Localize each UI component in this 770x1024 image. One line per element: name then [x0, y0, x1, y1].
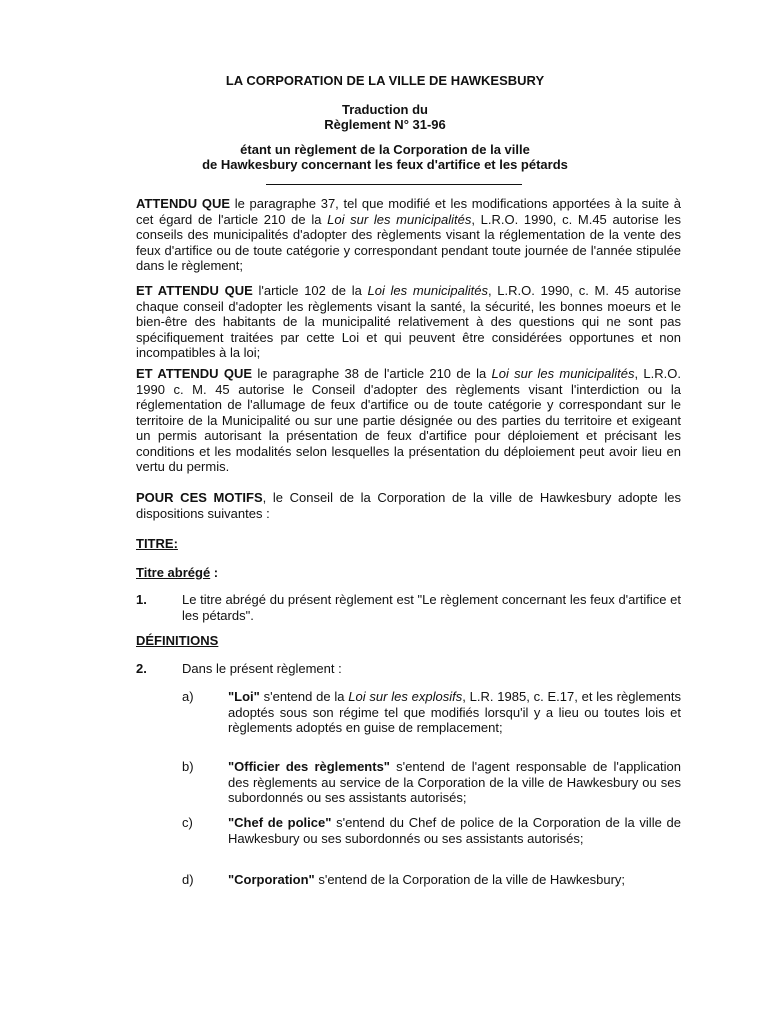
titre-heading: TITRE:: [136, 536, 178, 551]
therefore-lead: POUR CES MOTIFS: [136, 490, 263, 505]
title-divider: [266, 184, 522, 185]
definition-label: b): [182, 759, 194, 774]
whereas-paragraph-3: ET ATTENDU QUE le paragraphe 38 de l'article 210 de la Loi sur les municipalités, L.R.O. 1990 c. M. 45 autorise le Conseil d'adopter des règlements visant l'interdiction ou la réglementation de l'allumage de feux d'artifice ou de toute catégorie y correspondant sur le territoire de la Municipalité ou sur une partie désignée ou des parties du territoire et exigeant un permis autorisant la présentation de feux d'artifice pour déploiement et précisant les conditions et les modalités selon lesquelles la présentation du déploiement peut avoir lieu en vertu du permis.: [136, 366, 681, 474]
therefore-paragraph: POUR CES MOTIFS, le Conseil de la Corporation de la ville de Hawkesbury adopte les dispositions suivantes :: [136, 490, 681, 521]
definition-label: a): [182, 689, 194, 704]
section-1-text: Le titre abrégé du présent règlement est "Le règlement concernant les feux d'artifice et les pétards".: [182, 592, 681, 623]
subject-line-1: étant un règlement de la Corporation de la ville: [240, 142, 530, 157]
whereas-lead: ET ATTENDU QUE: [136, 366, 253, 381]
definition-label: d): [182, 872, 194, 887]
definition-corporation: "Corporation" s'entend de la Corporation de la ville de Hawkesbury;: [228, 872, 626, 887]
whereas-lead: ET ATTENDU QUE: [136, 283, 253, 298]
definitions-heading: DÉFINITIONS: [136, 633, 219, 648]
section-2-number: 2.: [136, 661, 147, 676]
definition-chef-police: "Chef de police" s'entend du Chef de police de la Corporation de la ville de Hawkesbury ou ses subordonnés ou ses assistants autorisés;: [228, 815, 681, 846]
whereas-paragraph-1: ATTENDU QUE le paragraphe 37, tel que modifié et les modifications apportées à la suite à cet égard de l'article 210 de la Loi sur les municipalités, L.R.O. 1990, c. M.45 autorise les conseils des municipalités d'adopter des règlements visant la réglementation de la vente des feux d'artifice ou de toute catégorie y correspondant pendant toute journée de l'année stipulée dans le règlement;: [136, 196, 682, 273]
bylaw-number: Règlement N° 31-96: [324, 117, 446, 132]
whereas-lead: ATTENDU QUE: [136, 196, 231, 211]
whereas-paragraph-2: ET ATTENDU QUE l'article 102 de la Loi les municipalités, L.R.O. 1990, c. M. 45 autorise chaque conseil d'adopter les règlements visant la santé, la sécurité, les bonnes moeurs et le bien-être des habitants de la municipalité relativement à des questions qui ne sont pas spécifiquement traitées par cette Loi et qui peuvent être considérées opportunes et non incompatibles à la loi;: [136, 283, 681, 360]
subject-line-2: de Hawkesbury concernant les feux d'artifice et les pétards: [202, 157, 568, 172]
corporation-title: LA CORPORATION DE LA VILLE DE HAWKESBURY: [225, 73, 545, 88]
short-title-heading: Titre abrégé :: [136, 565, 219, 580]
section-2-text: Dans le présent règlement :: [182, 661, 342, 676]
translation-label: Traduction du: [342, 102, 428, 117]
definition-officier: "Officier des règlements" s'entend de l'agent responsable de l'application des règlements au service de la Corporation de la ville de Hawkesbury ou ses subordonnés ou ses assistants autorisés;: [228, 759, 682, 805]
definition-loi: "Loi" s'entend de la Loi sur les explosifs, L.R. 1985, c. E.17, et les règlements adoptés sous son régime tel que modifiés lorsqu'il y a lieu ou toutes lois et règlements adoptés en guise de remplacement;: [228, 689, 681, 735]
section-1-number: 1.: [136, 592, 147, 607]
definition-label: c): [182, 815, 193, 830]
